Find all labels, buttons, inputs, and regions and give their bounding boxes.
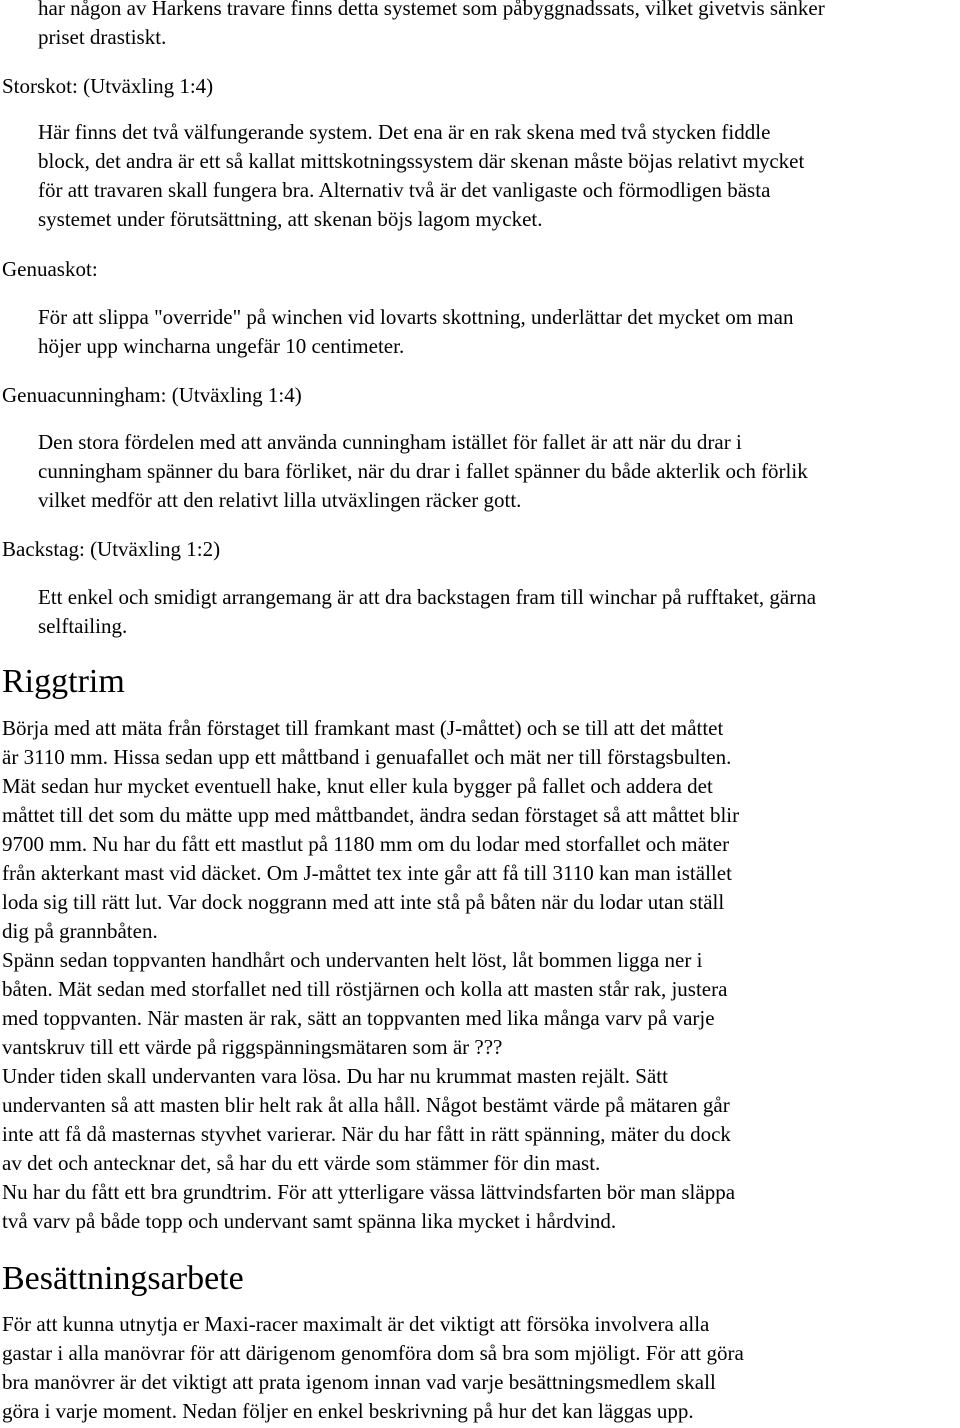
text-line: block, det andra är ett så kallat mittskotningssystem där skenan måste böjas relativt mycket — [38, 149, 805, 173]
text-line: är 3110 mm. Hissa sedan upp ett måttband i genuafallet och mät ner till förstagsbulten. — [2, 745, 732, 769]
text-line: Ett enkel och smidigt arrangemang är att dra backstagen fram till winchar på rufftaket, gärna — [38, 585, 817, 609]
text-line: För att kunna utnytja er Maxi-racer maximalt är det viktigt att försöka involvera alla — [2, 1312, 710, 1336]
text-line: bra manövrer är det viktigt att prata igenom innan vad varje besättningsmedlem skall — [2, 1370, 716, 1394]
text-line: Under tiden skall undervanten vara lösa. Du har nu krummat masten rejält. Sätt — [2, 1064, 668, 1088]
text-line: Börja med att mäta från förstaget till framkant mast (J-måttet) och se till att det måttet — [2, 716, 724, 740]
text-line: Den stora fördelen med att använda cunningham istället för fallet är att när du drar i — [38, 430, 742, 454]
storskot-heading — [2, 72, 213, 101]
genuaskot-paragraph — [38, 303, 793, 361]
text-line: Mät sedan hur mycket eventuell hake, knut eller kula bygger på fallet och addera det — [2, 774, 713, 798]
intro-paragraph — [38, 0, 825, 52]
text-line: med toppvanten. När masten är rak, sätt an toppvanten med lika många varv på varje — [2, 1006, 715, 1030]
text-line: loda sig till rätt lut. Var dock noggrann med att inte stå på båten när du lodar utan ställ — [2, 890, 725, 914]
backstag-paragraph — [38, 583, 816, 641]
text-line: dig på grannbåten. — [2, 919, 158, 943]
text-line: Här finns det två välfungerande system. Det ena är en rak skena med två stycken fiddle — [38, 120, 771, 144]
text-line: gastar i alla manövrar för att därigenom genomföra dom så bra som mjöligt. För att göra — [2, 1341, 744, 1365]
genuacunningham-gear-ratio: (Utväxling 1:4) — [171, 383, 302, 407]
riggtrim-paragraph — [2, 714, 739, 1236]
storskot-gear-ratio: (Utväxling 1:4) — [83, 74, 214, 98]
genuacunningham-heading — [2, 381, 302, 410]
text-line: För att slippa "override" på winchen vid lovarts skottning, underlättar det mycket om man — [38, 305, 794, 329]
besattning-paragraph — [2, 1310, 744, 1426]
text-line: Spänn sedan toppvanten handhårt och undervanten helt löst, låt bommen ligga ner i — [2, 948, 703, 972]
text-line: två varv på både topp och undervant samt spänna lika mycket i hårdvind. — [2, 1209, 617, 1233]
text-line: selftailing. — [38, 614, 128, 638]
genuacunningham-label: Genuacunningham: — [2, 383, 167, 407]
text-line: Nu har du fått ett bra grundtrim. För att ytterligare vässa lättvindsfarten bör man släppa — [2, 1180, 736, 1204]
text-line: vilket medför att den relativt lilla utväxlingen räcker gott. — [38, 488, 522, 512]
text-line: för att travaren skall fungera bra. Alternativ två är det vanligaste och förmodligen bästa — [38, 178, 771, 202]
text-line: måttet till det som du mätte upp med måttbandet, ändra sedan förstaget så att måttet blir — [2, 803, 740, 827]
riggtrim-heading: Riggtrim — [2, 663, 125, 700]
text-line: av det och antecknar det, så har du ett värde som stämmer för din mast. — [2, 1151, 601, 1175]
text-line: höjer upp wincharna ungefär 10 centimeter. — [38, 334, 405, 358]
text-line: cunningham spänner du bara förliket, när du drar i fallet spänner du både akterlik och förlik — [38, 459, 808, 483]
text-line: systemet under förutsättning, att skenan böjs lagom mycket. — [38, 207, 543, 231]
text-line: från akterkant mast vid däcket. Om J-måttet tex inte går att få till 3110 kan man istället — [2, 861, 732, 885]
backstag-gear-ratio: (Utväxling 1:2) — [90, 537, 221, 561]
genuaskot-heading — [2, 255, 98, 284]
storskot-label: Storskot: — [2, 74, 78, 98]
text-line: båten. Mät sedan med storfallet ned till röstjärnen och kolla att masten står rak, justera — [2, 977, 728, 1001]
text-line: har någon av Harkens travare finns detta systemet som påbyggnadssats, vilket givetvis sänker — [38, 0, 825, 20]
text-line: undervanten så att masten blir helt rak åt alla håll. Något bestämt värde på mätaren går — [2, 1093, 730, 1117]
backstag-heading — [2, 535, 220, 564]
text-line: 9700 mm. Nu har du fått ett mastlut på 1180 mm om du lodar med storfallet och mäter — [2, 832, 730, 856]
backstag-label: Backstag: — [2, 537, 85, 561]
genuaskot-label: Genuaskot: — [2, 257, 98, 281]
genuacunningham-paragraph — [38, 428, 808, 515]
text-line: vantskruv till ett värde på riggspänningsmätaren som är ??? — [2, 1035, 503, 1059]
storskot-paragraph — [38, 118, 804, 234]
text-line: priset drastiskt. — [38, 25, 167, 49]
text-line: inte att få då masternas styvhet varierar. När du har fått in rätt spänning, mäter du dock — [2, 1122, 731, 1146]
besattning-heading: Besättningsarbete — [2, 1260, 244, 1297]
text-line: göra i varje moment. Nedan följer en enkel beskrivning på hur det kan läggas upp. — [2, 1399, 694, 1423]
